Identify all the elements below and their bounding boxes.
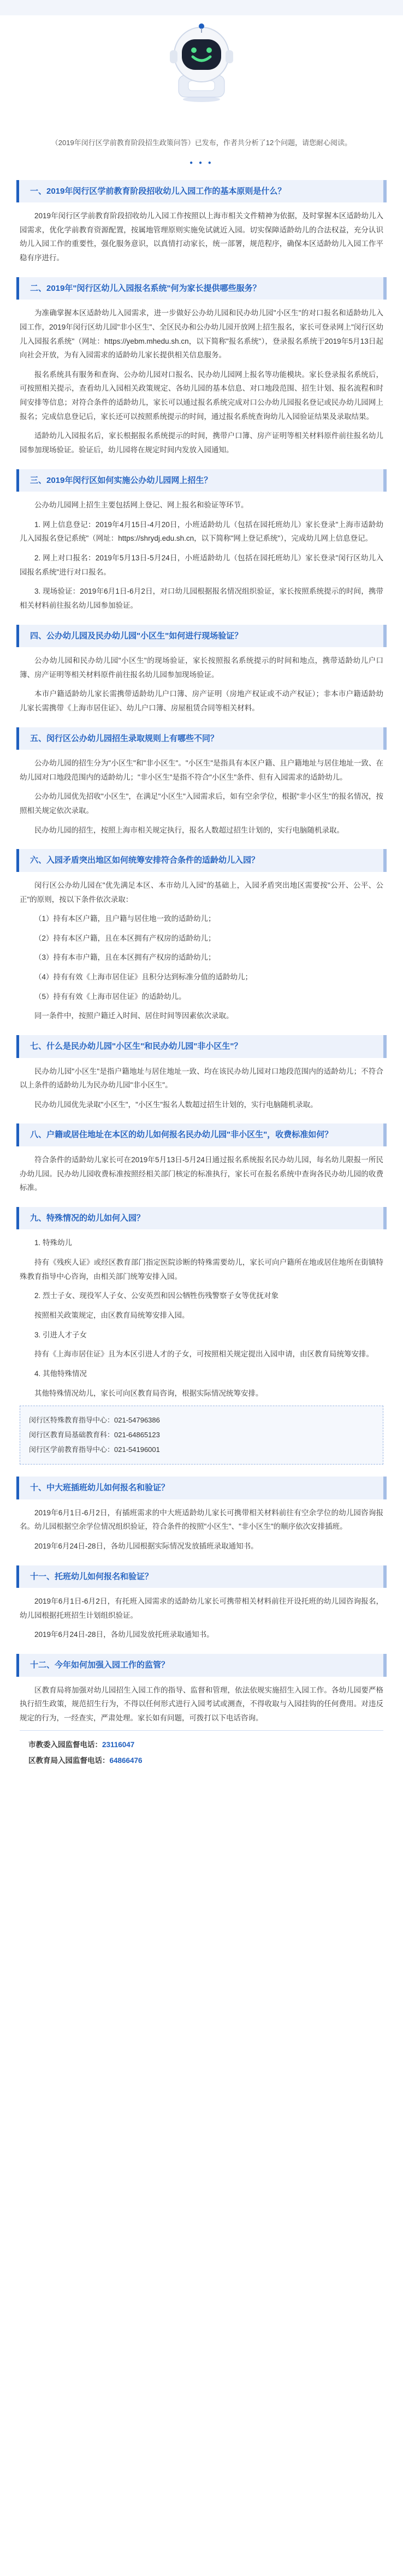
contact-row: 闵行区学前教育指导中心：021-54196001 [29,1445,160,1454]
section-paragraph: 本市户籍适龄幼儿家长需携带适龄幼儿户口簿、房产证明（房地产权证或不动产权证）；非本市户籍适龄幼儿家长需携带《上海市居住证》、幼儿户口簿、房屋租赁合同等相关材料。 [20,690,383,713]
section-paragraph: 按照相关政策规定，由区教育局统筹安排入园。 [34,1311,189,1319]
section-paragraph: 民办幼儿园优先录取"小区生"，"小区生"报名人数超过招生计划的，实行电脑随机录取。 [34,1100,318,1109]
section-heading: 五、闵行区公办幼儿园招生录取规则上有哪些不同？ [16,727,387,750]
section-heading: 一、2019年闵行区学前教育阶段招收幼儿入园工作的基本原则是什么？ [16,180,387,203]
section-paragraph: （5）持有有效《上海市居住证》的适龄幼儿。 [34,992,186,1001]
section-paragraph: 区教育局将加强对幼儿园招生入园工作的指导、监督和管理，依法依规实施招生入园工作。各幼儿园要严格执行招生政策，规范招生行为，不得以任何形式进行入园考试或测查，不得收取与入园挂钩的任何费用。对违反规定的行为，一经查实，严肃处理。家长如有问题，可拨打以下电话咨询。 [20,1686,383,1722]
section-paragraph: 民办幼儿园的招生，按照上海市相关规定执行，报名人数超过招生计划的，实行电脑随机录取。 [34,826,344,834]
section-paragraph: 为准确掌握本区适龄幼儿入园需求，进一步做好公办幼儿园和民办幼儿园"小区生"的对口报名和适龄幼儿入园工作，2019年闵行区幼儿园"非小区生"、全区民办和公办幼儿园开放网上招生报名，家长可登录网上"闵行区幼儿入园报名系统"（网址：https://yebm.mhedu.sh.cn，以下简称"报名系统"），登录报名系统于2019年5月13日起向社会开放，为有入园需求的适龄幼儿家长提供相关信息服务。 [20,309,383,360]
section-paragraph: 1. 特殊幼儿 [34,1239,73,1247]
section-paragraph: 3. 现场验证：2019年6月1日-6月2日，对口幼儿园根据报名情况组织验证，家长按照系统提示的时间，携带相关材料前往报名幼儿园参加验证。 [20,587,383,609]
section-paragraph: 民办幼儿园"小区生"是指户籍地址与居住地址一致、均在该民办幼儿园对口地段范围内的适龄幼儿；不符合以上条件的适龄幼儿为民办幼儿园"非小区生"。 [20,1067,383,1090]
section-paragraph: 1. 网上信息登记：2019年4月15日-4月20日，小班适龄幼儿（包括在园托班幼儿）家长登录"上海市适龄幼儿入园报名登记系统"（网址：https://shrydj.edu.sh.cn，以下简称"网上登记系统"），完成幼儿网上信息登记。 [20,520,383,543]
hero-top-band [0,0,403,15]
section-paragraph: 报名系统具有服务和查询、公办幼儿园对口报名、民办幼儿园网上报名等功能模块。家长登录报名系统后，可按照相关提示，查看幼儿入园相关政策规定、各幼儿园的基本信息、对口地段范围、招生计划、报名流程和时间安排等信息；对符合条件的适龄幼儿，家长可以通过报名系统完成对口公办幼儿园报名登记或民办幼儿园网上报名；完成信息登记后，家长还可以按照系统提示的时间，通过报名系统查询幼儿入园验证结果及录取结果。 [20,370,383,421]
section-paragraph: 持有《上海市居住证》且为本区引进人才的子女，可按照相关规定提出入园申请，由区教育局统筹安排。 [34,1350,374,1359]
contact-box [20,1406,383,1465]
section-paragraph: （3）持有本市户籍，且在本区拥有产权房的适龄幼儿； [34,953,216,962]
intro-text: （2019年闵行区学前教育阶段招生政策问答）已发布，作者共分析了12个问题，请您耐心阅读。 [51,139,352,147]
section-paragraph: 2019年6月1日-6月2日，有插班需求的中大班适龄幼儿家长可携带相关材料前往有空余学位的幼儿园咨询报名。幼儿园根据空余学位情况组织验证，符合条件的按照"小区生"、"非小区生"的顺序依次安排插班。 [20,1508,383,1531]
section-paragraph: （2）持有本区户籍，且在本区拥有产权房的适龄幼儿； [34,934,216,942]
section-heading: 九、特殊情况的幼儿如何入园？ [16,1207,387,1230]
phone-number[interactable]: 23116047 [102,1741,135,1749]
section-paragraph: 持有《残疾人证》或经区教育部门指定医院诊断的特殊需要幼儿，家长可向户籍所在地或居住地所在街镇特殊教育指导中心咨询，由相关部门统筹安排入园。 [20,1258,383,1281]
section-paragraph: 2019年6月24日-28日，各幼儿园根据实际情况发放插班录取通知书。 [34,1541,258,1550]
section-paragraph: 3. 引进人才子女 [34,1330,87,1339]
section-paragraph: 2019年6月1日-6月2日，有托班入园需求的适龄幼儿家长可携带相关材料前往开设托班的幼儿园咨询报名，幼儿园根据托班招生计划组织验证。 [20,1597,383,1619]
section-paragraph: 符合条件的适龄幼儿家长可在2019年5月13日-5月24日通过报名系统报名民办幼儿园，每名幼儿限报一所民办幼儿园。民办幼儿园收费标准按照经相关部门核定的标准执行，家长可在报名系统中查询各民办幼儿园的收费标准。 [20,1155,383,1192]
phone-number[interactable]: 64866476 [109,1756,143,1765]
section-paragraph: 公办幼儿园优先招收"小区生"，在满足"小区生"入园需求后，如有空余学位，根据"非小区生"的报名情况，按照相关规定依次录取。 [20,792,383,815]
section-paragraph: 同一条件中，按照户籍迁入时间、居住时间等因素依次录取。 [34,1012,234,1020]
phone-box [20,1730,383,1774]
section-paragraph: 2019年6月24日-28日，各幼儿园发放托班录取通知书。 [34,1630,214,1639]
section-heading: 二、2019年"闵行区幼儿入园报名系统"何为家长提供哪些服务？ [16,277,387,300]
section-paragraph: 2. 网上对口报名：2019年5月13日-5月24日，小班适龄幼儿（包括在园托班幼儿）家长登录"闵行区幼儿入园报名系统"进行对口报名。 [20,554,383,576]
section-heading: 八、户籍或居住地址在本区的幼儿如何报名民办幼儿园"非小区生"，收费标准如何？ [16,1123,387,1146]
section-paragraph: 闵行区公办幼儿园在"优先满足本区、本市幼儿入园"的基础上，入园矛盾突出地区需要按"公开、公平、公正"的原则，按以下条件依次录取： [20,881,383,904]
section-heading: 十二、今年如何加强入园工作的监管？ [16,1654,387,1677]
section-heading: 三、2019年闵行区如何实施公办幼儿园网上招生？ [16,469,387,492]
hero-banner [0,0,403,136]
sections-container [0,180,403,1775]
phone-label: 区教育局入园监督电话： [28,1756,110,1765]
robot-mascot-icon [167,22,236,104]
divider: ● ● ● [189,159,214,166]
section-heading: 四、公办幼儿园及民办幼儿园"小区生"如何进行现场验证？ [16,625,387,648]
section-paragraph: 公办幼儿园网上招生主要包括网上登记、网上报名和验证等环节。 [34,501,248,510]
section-heading: 七、什么是民办幼儿园"小区生"和民办幼儿园"非小区生"？ [16,1035,387,1058]
section-paragraph: 公办幼儿园的招生分为"小区生"和"非小区生"。"小区生"是指具有本区户籍、且户籍地址与居住地址一致、在幼儿园对口地段范围内的适龄幼儿；"非小区生"是指不符合"小区生"条件、但有入园需求的适龄幼儿。 [20,759,383,781]
phone-label: 市教委入园监督电话： [28,1741,102,1749]
section-paragraph: 2019年闵行区学前教育阶段招收幼儿入园工作按照以上海市相关文件精神为依据，及时掌握本区适龄幼儿入园需求，优化学前教育资源配置，按属地管理原则实施免试就近入园。切实保障适龄幼儿的合法权益，充分认识幼儿入园工作的重要性，强化服务意识，以真情打动家长，统一部署，规范程序，确保本区适龄幼儿入园工作平稳有序进行。 [20,212,383,262]
section-heading: 十、中大班插班幼儿如何报名和验证？ [16,1477,387,1499]
section-paragraph: （1）持有本区户籍，且户籍与居住地一致的适龄幼儿； [34,915,216,923]
phone-row [28,1754,375,1768]
contact-row: 闵行区教育局基础教育科：021-64865123 [29,1430,160,1439]
contact-row: 闵行区特殊教育指导中心：021-54796386 [29,1416,160,1425]
section-paragraph: 2. 烈士子女、现役军人子女、公安英烈和因公牺牲伤残警察子女等优抚对象 [34,1292,279,1300]
section-heading: 十一、托班幼儿如何报名和验证？ [16,1565,387,1588]
section-paragraph: 公办幼儿园和民办幼儿园"小区生"的现场验证，家长按照报名系统提示的时间和地点，携带适龄幼儿户口簿、房产证明等相关材料原件前往报名幼儿园参加现场验证。 [20,656,383,679]
section-paragraph: 其他特殊情况幼儿，家长可向区教育局咨询，根据实际情况统筹安排。 [34,1389,263,1397]
section-paragraph: 适龄幼儿入园报名后，家长根据报名系统提示的时间，携带户口簿、房产证明等相关材料原件前往报名幼儿园参加现场验证。验证后，幼儿园将在规定时间内发放入园通知。 [20,432,383,455]
section-paragraph: （4）持有有效《上海市居住证》且积分达到标准分值的适龄幼儿； [34,973,253,982]
section-heading: 六、入园矛盾突出地区如何统筹安排符合条件的适龄幼儿入园？ [16,849,387,872]
phone-row [28,1738,375,1752]
section-paragraph: 4. 其他特殊情况 [34,1369,87,1378]
